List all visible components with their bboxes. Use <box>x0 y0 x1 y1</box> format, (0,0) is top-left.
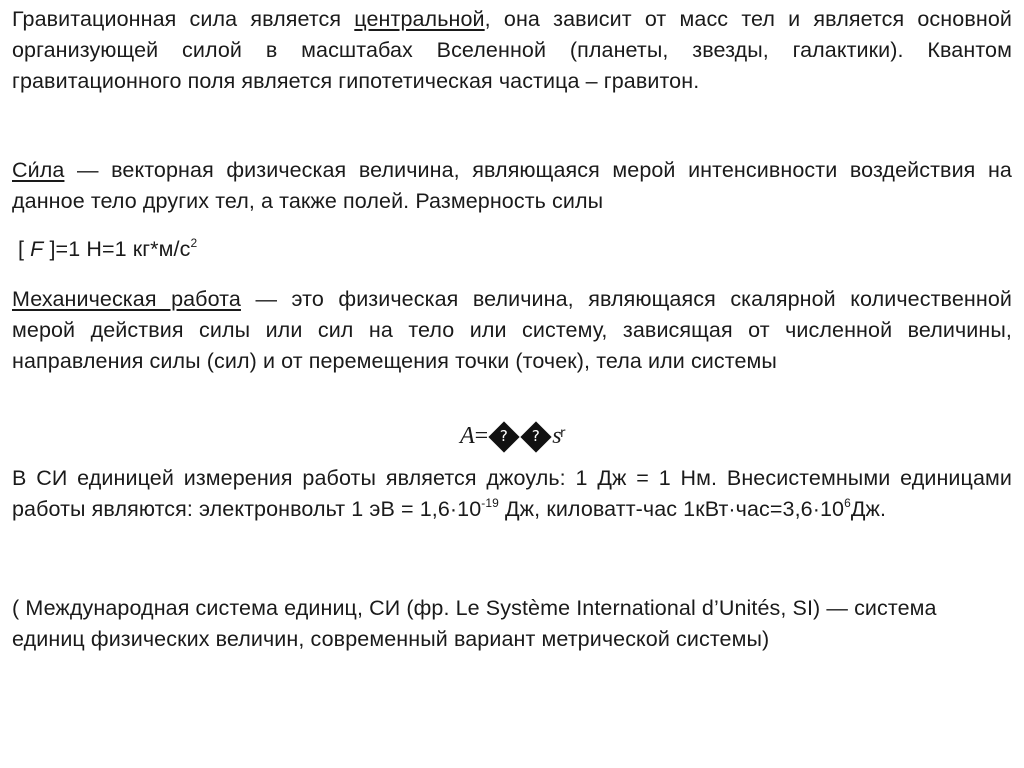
work-formula <box>460 416 566 456</box>
central-underlined-word: центральной <box>354 7 485 31</box>
force-definition-text: — векторная физическая величина, являющаяся мерой интенсивности воздействия на данное тело других тел, а также полей. Размерность силы <box>12 158 1012 213</box>
kwh-exponent: 6 <box>844 496 851 510</box>
si-text-end: Дж. <box>850 497 887 521</box>
si-text-middle: Дж, киловатт-час 1кВт·час=3,6·10 <box>498 497 845 521</box>
force-symbol: F <box>30 237 44 261</box>
force-definition-paragraph <box>12 155 1012 217</box>
missing-glyph-icon: ? <box>489 422 520 453</box>
unit-body: ]=1 Н=1 кг*м/с <box>43 237 191 261</box>
gravity-text-end: , она зависит от масс тел и является основной организующей силой в масштабах Вселенной (планеты, звезды, галактики). Квантом гравитационного поля является гипотетическая частица – гравитон. <box>12 7 1012 93</box>
si-units-paragraph <box>12 463 1012 525</box>
force-unit-line <box>18 234 1018 265</box>
unit-exponent: 2 <box>190 236 198 250</box>
work-definition-text: — это физическая величина, являющаяся скалярной количественной мерой действия силы или сил на тело или систему, зависящая от численной величины, направления силы (сил) и от перемещения точки (точек), тела или системы <box>12 287 1012 373</box>
unit-open-bracket: [ <box>18 237 31 261</box>
ev-exponent: -19 <box>481 496 499 510</box>
missing-glyph-icon: ? <box>521 422 552 453</box>
work-term: Механическая работа <box>12 287 241 311</box>
gravity-text-start: Гравитационная сила является <box>12 7 355 31</box>
force-term: Си́ла <box>12 158 65 182</box>
formula-tick-mark: r <box>560 426 566 441</box>
si-text-start: В СИ единицей измерения работы является джоуль: 1 Дж = 1 Нм. Внесистемными единицами работы являются: электронвольт 1 эВ = 1,6·10 <box>12 466 1012 521</box>
si-note-paragraph: ( Международная система единиц, СИ (фр. Le Système International d’Unités, SI) — система единиц физических величин, современный вариант метрической системы) <box>12 596 937 651</box>
gravity-paragraph <box>12 4 1012 97</box>
formula-tail: s <box>552 423 562 449</box>
formula-equals: = <box>474 423 489 449</box>
work-definition-paragraph <box>12 284 1012 377</box>
formula-lhs: A <box>460 423 475 449</box>
